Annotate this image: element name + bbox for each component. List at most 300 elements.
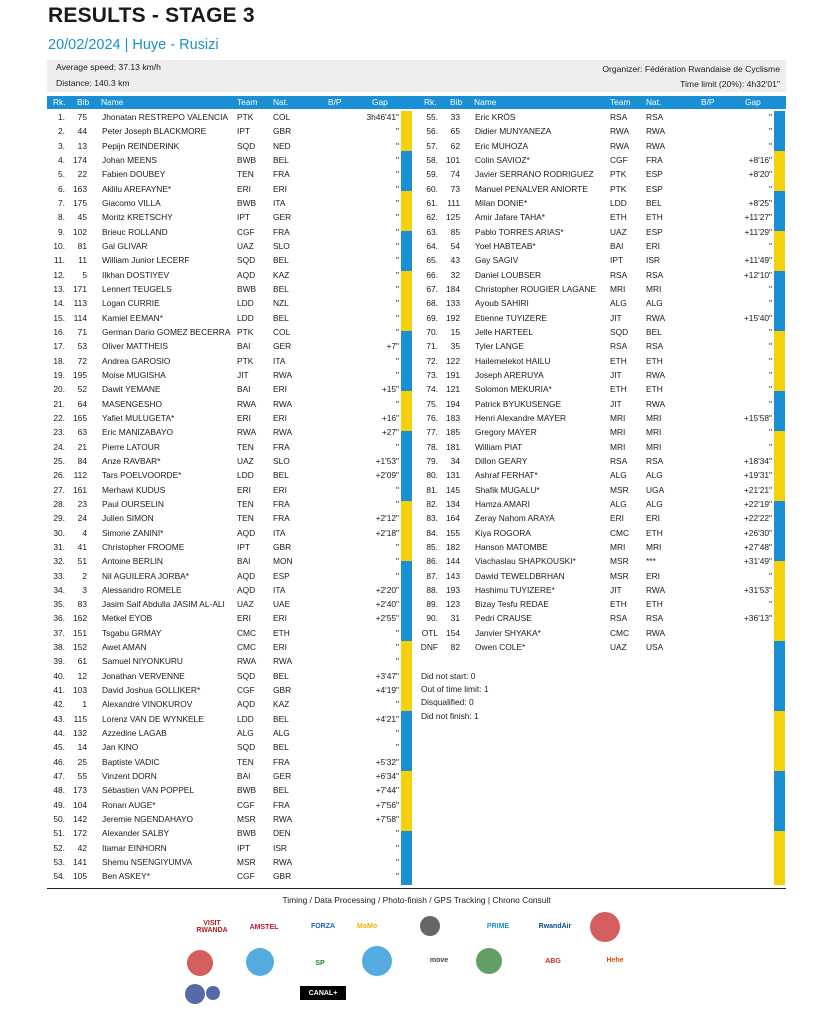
rider-name: Fabien DOUBEY (102, 169, 166, 180)
nationality: RSA (646, 341, 664, 352)
bib: 32 (450, 269, 460, 280)
rank: 61. (426, 197, 438, 208)
gap: " (396, 326, 399, 337)
rank: 68. (426, 298, 438, 309)
nationality: GBR (273, 541, 292, 552)
rider-name: Kiya ROGORA (475, 527, 531, 538)
nationality: UGA (646, 484, 665, 495)
table-row (47, 183, 407, 197)
gap: +2'18" (375, 527, 399, 538)
table-row (47, 770, 407, 784)
bib: 15 (450, 326, 460, 337)
bib: 181 (446, 441, 460, 452)
bib: 172 (73, 828, 87, 839)
gap: +1'53" (375, 455, 399, 466)
rider-name: MASENGESHO (102, 398, 163, 409)
visit-rwanda-logo: VISIT RWANDA (196, 920, 228, 934)
team: IPT (237, 126, 251, 137)
team: RSA (610, 613, 628, 624)
gap: +22'19" (743, 498, 772, 509)
rider-name: Samuel NIYONKURU (102, 656, 183, 667)
gap: " (769, 441, 772, 452)
nationality: KAZ (273, 269, 290, 280)
stage-date-route: 20/02/2024 | Huye - Rusizi (48, 37, 219, 53)
rider-name: Brieuc ROLLAND (102, 226, 168, 237)
table-row (47, 512, 407, 526)
table-row (47, 584, 407, 598)
nationality: BEL (273, 470, 289, 481)
rank: 69. (426, 312, 438, 323)
rider-name: Hanson MATOMBE (475, 541, 548, 552)
team: RSA (610, 269, 628, 280)
table-row (420, 426, 775, 440)
rider-name: Zeray Nahom ARAYA (475, 513, 555, 524)
gap: " (396, 541, 399, 552)
gap: +31'53" (743, 584, 772, 595)
rider-name: Ayoub SAHIRI (475, 298, 529, 309)
gap: +19'31" (743, 470, 772, 481)
team: CMC (610, 527, 630, 538)
team: SQD (237, 742, 256, 753)
rank: 22. (53, 412, 65, 423)
table-row (47, 426, 407, 440)
team: ALG (610, 498, 627, 509)
team: UAZ (610, 226, 627, 237)
table-header (47, 96, 786, 109)
table-row (420, 469, 775, 483)
gap: +27'48" (743, 541, 772, 552)
bib: 85 (450, 226, 460, 237)
nationality: MRI (646, 283, 662, 294)
table-row (47, 154, 407, 168)
team: RSA (610, 341, 628, 352)
nationality: SLO (273, 240, 290, 251)
nationality: ALG (273, 728, 290, 739)
rider-name: Henri Alexandre MAYER (475, 412, 567, 423)
rider-name: Moise MUGISHA (102, 369, 166, 380)
bib: 111 (447, 197, 460, 208)
nationality: ISR (646, 255, 660, 266)
rank: 29. (53, 513, 65, 524)
rank: 70. (426, 326, 438, 337)
team: TEN (237, 441, 254, 452)
rider-name: Lorenz VAN DE WYNKELE (102, 713, 204, 724)
team: UAZ (237, 455, 254, 466)
rank: 33. (53, 570, 65, 581)
rank: 65. (426, 255, 438, 266)
bib: 171 (73, 283, 87, 294)
gap: " (769, 599, 772, 610)
rider-name: Joseph ARERUYA (475, 369, 544, 380)
rank: 13. (53, 283, 65, 294)
rider-name: Andrea GAROSIO (102, 355, 171, 366)
bib: 165 (73, 412, 87, 423)
rider-name: Anze RAVBAR* (102, 455, 161, 466)
nationality: BEL (273, 742, 289, 753)
team: AQD (237, 527, 256, 538)
col-rank-2: Rk. (424, 97, 437, 107)
bib: 33 (450, 112, 460, 122)
gap: +4'19" (375, 685, 399, 696)
col-team-2: Team (610, 97, 631, 107)
rider-name: Hailemelekot HAILU (475, 355, 551, 366)
table-row (47, 140, 407, 154)
bib: 44 (77, 126, 87, 137)
gap: " (769, 427, 772, 438)
gap: " (396, 857, 399, 868)
rider-name: Tars POELVOORDE* (102, 470, 182, 481)
team: ETH (610, 384, 627, 395)
team: MRI (610, 441, 626, 452)
team: SQD (237, 140, 256, 151)
rider-name: Sébastien VAN POPPEL (102, 785, 195, 796)
bib: 43 (450, 255, 460, 266)
bib: 25 (77, 756, 87, 767)
sp-logo: SP (315, 959, 325, 967)
nationality: ERI (273, 384, 287, 395)
gap: +5'32" (375, 756, 399, 767)
rank: 30. (53, 527, 65, 538)
table-row (420, 140, 775, 154)
bib: 112 (73, 470, 87, 481)
rank: 31. (53, 541, 65, 552)
team: AQD (237, 584, 256, 595)
nationality: ALG (646, 498, 663, 509)
table-row (420, 226, 775, 240)
table-row (47, 813, 407, 827)
table-row (47, 254, 407, 268)
bib: 1 (82, 699, 87, 710)
nationality: GER (273, 341, 292, 352)
rank: 84. (426, 527, 438, 538)
rank: 40. (53, 670, 65, 681)
table-row (47, 369, 407, 383)
team: MSR (237, 857, 256, 868)
team: BAI (610, 240, 624, 251)
gap: +8'20" (748, 169, 772, 180)
table-row (420, 254, 775, 268)
footer-divider (47, 888, 786, 889)
gap: +6'34" (375, 771, 399, 782)
rider-name: Tsgabu GRMAY (102, 627, 162, 638)
bib: 191 (446, 369, 460, 380)
table-row (47, 312, 407, 326)
rider-name: Vinzent DORN (102, 771, 157, 782)
prime-logo: PRIME (486, 922, 510, 930)
rider-name: Jelle HARTEEL (475, 326, 534, 337)
gap: " (396, 269, 399, 280)
rank: 71. (426, 341, 438, 352)
rider-name: Jasim Saif Abdulla JASIM AL-ALI (102, 599, 225, 610)
nationality: RWA (273, 857, 293, 868)
rider-name: Viachaslau SHAPKOUSKI* (475, 556, 576, 567)
rank: DNF (420, 642, 438, 653)
nationality: RSA (646, 269, 664, 280)
rider-name: Manuel PENALVER ANIORTE (475, 183, 588, 194)
rider-name: Ashraf FERHAT* (475, 470, 538, 481)
rider-name: Eric MANIZABAYO (102, 427, 174, 438)
bib: 162 (73, 613, 87, 624)
rank: 53. (53, 857, 65, 868)
rider-name: Jhonatan RESTREPO VALENCIA (102, 112, 228, 122)
bib: 193 (446, 584, 460, 595)
table-row (47, 441, 407, 455)
rank: 81. (426, 484, 438, 495)
table-row (47, 168, 407, 182)
gap: " (396, 140, 399, 151)
bib: 125 (446, 212, 460, 223)
rider-name: Ilkhan DOSTIYEV (102, 269, 170, 280)
bib: 192 (446, 312, 460, 323)
team: AQD (237, 570, 256, 581)
team: ALG (610, 470, 627, 481)
rank: 21. (53, 398, 65, 409)
rank: 32. (53, 556, 65, 567)
team: TEN (237, 498, 254, 509)
bib: 14 (77, 742, 87, 753)
nationality: ESP (273, 570, 290, 581)
table-row (47, 641, 407, 655)
rider-name: Pierre LATOUR (102, 441, 160, 452)
rider-name: Alexander SALBY (102, 828, 170, 839)
table-row (47, 297, 407, 311)
gap: " (396, 212, 399, 223)
team: TEN (237, 169, 254, 180)
rank: 85. (426, 541, 438, 552)
bib: 164 (446, 513, 460, 524)
nationality: MRI (646, 441, 662, 452)
table-row (47, 570, 407, 584)
gap: " (396, 398, 399, 409)
team: UAZ (237, 599, 254, 610)
gap: " (396, 656, 399, 667)
bib: 72 (77, 355, 87, 366)
rank: 88. (426, 584, 438, 595)
bib: 12 (77, 670, 87, 681)
gap: 3h46'41" (366, 112, 399, 122)
nationality: MRI (646, 412, 662, 423)
rank: 3. (58, 140, 65, 151)
gap: " (396, 556, 399, 567)
rider-name: Dillon GEARY (475, 455, 528, 466)
gap: " (396, 283, 399, 294)
rider-name: William Junior LECERF (102, 255, 190, 266)
nationality: BEL (273, 785, 289, 796)
team: BWB (237, 283, 257, 294)
team: MSR (610, 570, 629, 581)
rank: 17. (53, 341, 65, 352)
gap: " (396, 355, 399, 366)
table-row (420, 598, 775, 612)
stripe-left (401, 111, 412, 885)
table-row (420, 326, 775, 340)
bib: 53 (77, 341, 87, 352)
canal-plus-logo: CANAL+ (300, 986, 346, 1000)
nationality: BEL (273, 713, 289, 724)
team: LDD (610, 197, 627, 208)
nationality: GBR (273, 126, 292, 137)
bib: 154 (446, 627, 460, 638)
rank: 46. (53, 756, 65, 767)
rank: 87. (426, 570, 438, 581)
bib: 185 (446, 427, 460, 438)
nationality: DEN (273, 828, 291, 839)
col-gap-2: Gap (745, 97, 761, 107)
team: PTK (237, 326, 254, 337)
bib: 2 (82, 570, 87, 581)
gap: " (396, 226, 399, 237)
rider-name: Lennert TEUGELS (102, 283, 172, 294)
gap: " (769, 298, 772, 309)
rider-name: Dawid TEWELDBRHAN (475, 570, 565, 581)
nationality: ESP (646, 169, 663, 180)
rider-name: Jeremie NGENDAHAYO (102, 814, 194, 825)
table-row (47, 340, 407, 354)
nationality: ERI (273, 642, 287, 653)
gap: " (396, 699, 399, 710)
rank: 2. (58, 126, 65, 137)
gap: +36'13" (743, 613, 772, 624)
bib: 161 (73, 484, 87, 495)
nationality: FRA (646, 154, 663, 165)
rank: 78. (426, 441, 438, 452)
rider-name: Yafiet MULUGETA* (102, 412, 175, 423)
rider-name: Christopher FROOME (102, 541, 185, 552)
gap: " (396, 240, 399, 251)
team: ERI (610, 513, 624, 524)
nationality: RWA (646, 312, 666, 323)
team: JIT (610, 398, 622, 409)
bib: 21 (77, 441, 87, 452)
gap: " (396, 828, 399, 839)
rank: 9. (58, 226, 65, 237)
m-hotel-logo (590, 912, 620, 942)
rank: 59. (426, 169, 438, 180)
nationality: ITA (273, 355, 286, 366)
vw-move-logo: move (429, 956, 449, 964)
table-row (47, 226, 407, 240)
nationality: NED (273, 140, 291, 151)
gap: " (769, 341, 772, 352)
rank: 74. (426, 384, 438, 395)
nationality: ESP (646, 226, 663, 237)
table-row (420, 512, 775, 526)
gap: +7'58" (375, 814, 399, 825)
rider-name: Ben ASKEY* (102, 871, 150, 882)
col-bib: Bib (77, 97, 90, 107)
abg-logo: ABG (545, 957, 561, 965)
gap: " (769, 384, 772, 395)
rank: 45. (53, 742, 65, 753)
rank: 4. (58, 154, 65, 165)
bib: 122 (446, 355, 460, 366)
gap: +11'27" (744, 212, 772, 223)
team: AQD (237, 699, 256, 710)
team: RWA (237, 656, 257, 667)
gap: +11'29" (744, 226, 772, 237)
bib: 152 (73, 642, 87, 653)
rider-name: Colin SAVIOZ* (475, 154, 530, 165)
rider-name: Didier MUNYANEZA (475, 126, 552, 137)
team: LDD (237, 298, 254, 309)
rider-name: Milan DONIE* (475, 197, 528, 208)
bib: 83 (77, 599, 87, 610)
nationality: RWA (273, 814, 293, 825)
table-row (47, 269, 407, 283)
bib: 175 (73, 197, 87, 208)
team: BWB (237, 197, 257, 208)
nationality: BEL (273, 670, 289, 681)
gap: " (396, 642, 399, 653)
team: ALG (610, 298, 627, 309)
nationality: RWA (646, 398, 666, 409)
nationality: ERI (273, 484, 287, 495)
nationality: FRA (273, 756, 290, 767)
team: ERI (237, 412, 251, 423)
gap: +3'47" (375, 670, 399, 681)
sponsor-logo (187, 950, 213, 976)
rank: 26. (53, 470, 65, 481)
table-row (420, 484, 775, 498)
team: CGF (237, 226, 255, 237)
table-row (420, 211, 775, 225)
nationality: ITA (273, 584, 286, 595)
bib: 131 (446, 470, 460, 481)
nationality: ETH (646, 599, 663, 610)
nationality: FRA (273, 441, 290, 452)
rank: 38. (53, 642, 65, 653)
bib: 75 (77, 112, 87, 122)
rider-name: Solomon MEKURIA* (475, 384, 552, 395)
gap: " (396, 570, 399, 581)
gap: +18'34" (743, 455, 772, 466)
sponsor-logo (246, 948, 274, 976)
team: BAI (237, 384, 251, 395)
table-row (420, 541, 775, 555)
rwandair-logo: RwandAir (538, 922, 572, 930)
nationality: ERI (273, 613, 287, 624)
team: ERI (237, 484, 251, 495)
nationality: RSA (646, 455, 664, 466)
bib: 103 (73, 685, 87, 696)
table-row (420, 612, 775, 626)
table-row (47, 856, 407, 870)
col-nat-2: Nat. (646, 97, 662, 107)
bib: 141 (73, 857, 87, 868)
gap: +15'40" (743, 312, 772, 323)
forza-logo: FORZA (310, 922, 336, 930)
table-row (47, 870, 407, 884)
team: PTK (610, 169, 627, 180)
team: ETH (610, 212, 627, 223)
team: RWA (610, 140, 630, 151)
bib: 64 (77, 398, 87, 409)
table-row (47, 283, 407, 297)
col-name-2: Name (474, 97, 497, 107)
rank: 77. (426, 427, 438, 438)
table-row (420, 111, 775, 125)
gap: +27" (381, 427, 399, 438)
team: TEN (237, 756, 254, 767)
rider-name: William PIAT (475, 441, 523, 452)
nationality: ALG (646, 470, 663, 481)
bib: 183 (446, 412, 460, 423)
team: BAI (237, 341, 251, 352)
rider-name: Amir Jafare TAHA* (475, 212, 545, 223)
nationality: ITA (273, 197, 286, 208)
rider-name: Javier SERRANO RODRIGUEZ (475, 169, 594, 180)
nationality: ERI (646, 513, 660, 524)
